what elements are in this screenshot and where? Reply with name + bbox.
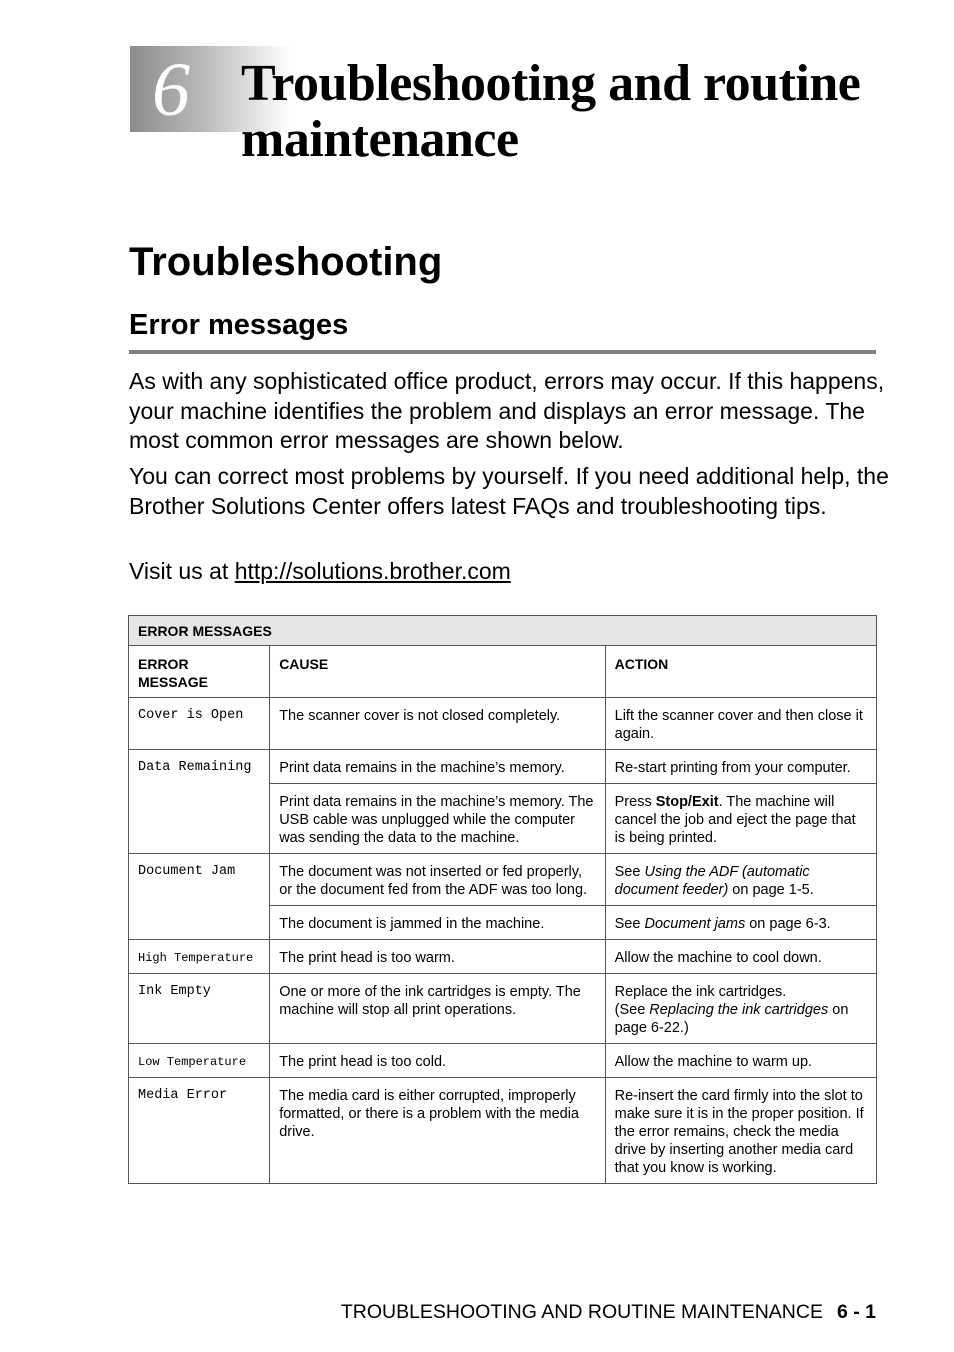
cause-cell: The document is jammed in the machine. [270,906,605,940]
header-action: ACTION [605,646,876,698]
error-messages-table [128,615,877,1184]
error-cell: Cover is Open [129,698,270,750]
action-text: (See [614,1002,650,1018]
cross-reference: Using the ADF (automatic document feeder) [614,864,810,898]
footer-chapter-title: TROUBLESHOOTING AND ROUTINE MAINTENANCE [340,1301,823,1323]
subsection-rule [129,350,876,354]
solutions-center-link[interactable]: http://solutions.brother.com [234,558,511,584]
action-cell: Re-start printing from your computer. [605,750,876,784]
error-cell: Low Temperature [129,1044,270,1078]
intro-paragraph: As with any sophisticated office product, errors may occur. If this happens, your machine identifies the problem and displays an error message. The most common error messages are shown below. [129,368,885,453]
action-text: on page 6-3. [745,916,831,932]
visit-prefix: Visit us at [129,558,235,584]
cause-cell: The media card is either corrupted, improperly formatted, or there is a problem with the media drive. [270,1078,605,1184]
table-row [129,854,877,906]
action-cell [605,974,876,1044]
table-row [129,974,877,1044]
action-text: Press [614,794,656,810]
cross-reference: Replacing the ink cartridges [649,1002,829,1018]
cause-cell: Print data remains in the machine’s memory. The USB cable was unplugged while the computer was sending the data to the machine. [270,784,605,854]
table-title: ERROR MESSAGES [129,616,877,646]
action-text: Replace the ink cartridges. [614,984,787,1000]
table-row [129,940,877,974]
cause-cell: One or more of the ink cartridges is empty. The machine will stop all print operations. [270,974,605,1044]
help-paragraph: You can correct most problems by yourself. If you need additional help, the Brother Solutions Center offers latest FAQs and troubleshooting tips. [129,463,889,519]
action-cell: Lift the scanner cover and then close it again. [605,698,876,750]
cause-cell: Print data remains in the machine’s memory. [270,750,605,784]
action-cell [605,784,876,854]
stop-exit-key-label: Stop/Exit [655,794,719,810]
cause-cell: The scanner cover is not closed completely. [270,698,605,750]
error-cell: Data Remaining [129,750,270,854]
table-row [129,1078,877,1184]
action-cell: Re-insert the card firmly into the slot to make sure it is in the proper position. If the error remains, check the media drive by inserting another media card that you know is working. [605,1078,876,1184]
section-title: Troubleshooting [129,240,443,284]
action-text: See [614,916,645,932]
subsection-title: Error messages [129,309,349,341]
error-cell: Media Error [129,1078,270,1184]
header-error-message: ERROR MESSAGE [129,646,270,698]
chapter-title-line2: maintenance [241,111,519,168]
page-footer [341,1301,876,1324]
error-cell: Document Jam [129,854,270,940]
table-row [129,698,877,750]
table-row [129,1044,877,1078]
table-row [129,750,877,784]
cause-cell: The print head is too warm. [270,940,605,974]
action-text: on page 1-5. [728,882,814,898]
chapter-title-line1: Troubleshooting and routine [241,55,861,112]
action-text: See [614,864,645,880]
action-cell [605,854,876,906]
action-cell: Allow the machine to cool down. [605,940,876,974]
header-cause: CAUSE [270,646,605,698]
error-cell: Ink Empty [129,974,270,1044]
chapter-title [241,56,921,168]
action-text: on page 6-22.) [614,1002,849,1036]
error-cell: High Temperature [129,940,270,974]
page-number: 6 - 1 [836,1301,876,1323]
cause-cell: The document was not inserted or fed properly, or the document fed from the ADF was too long. [270,854,605,906]
action-cell [605,906,876,940]
cause-cell: The print head is too cold. [270,1044,605,1078]
cross-reference: Document jams [644,916,746,932]
chapter-number: 6 [152,48,190,132]
action-cell: Allow the machine to warm up. [605,1044,876,1078]
visit-paragraph [129,557,889,587]
action-text: . The machine will cancel the job and eject the page that is being printed. [614,794,856,846]
